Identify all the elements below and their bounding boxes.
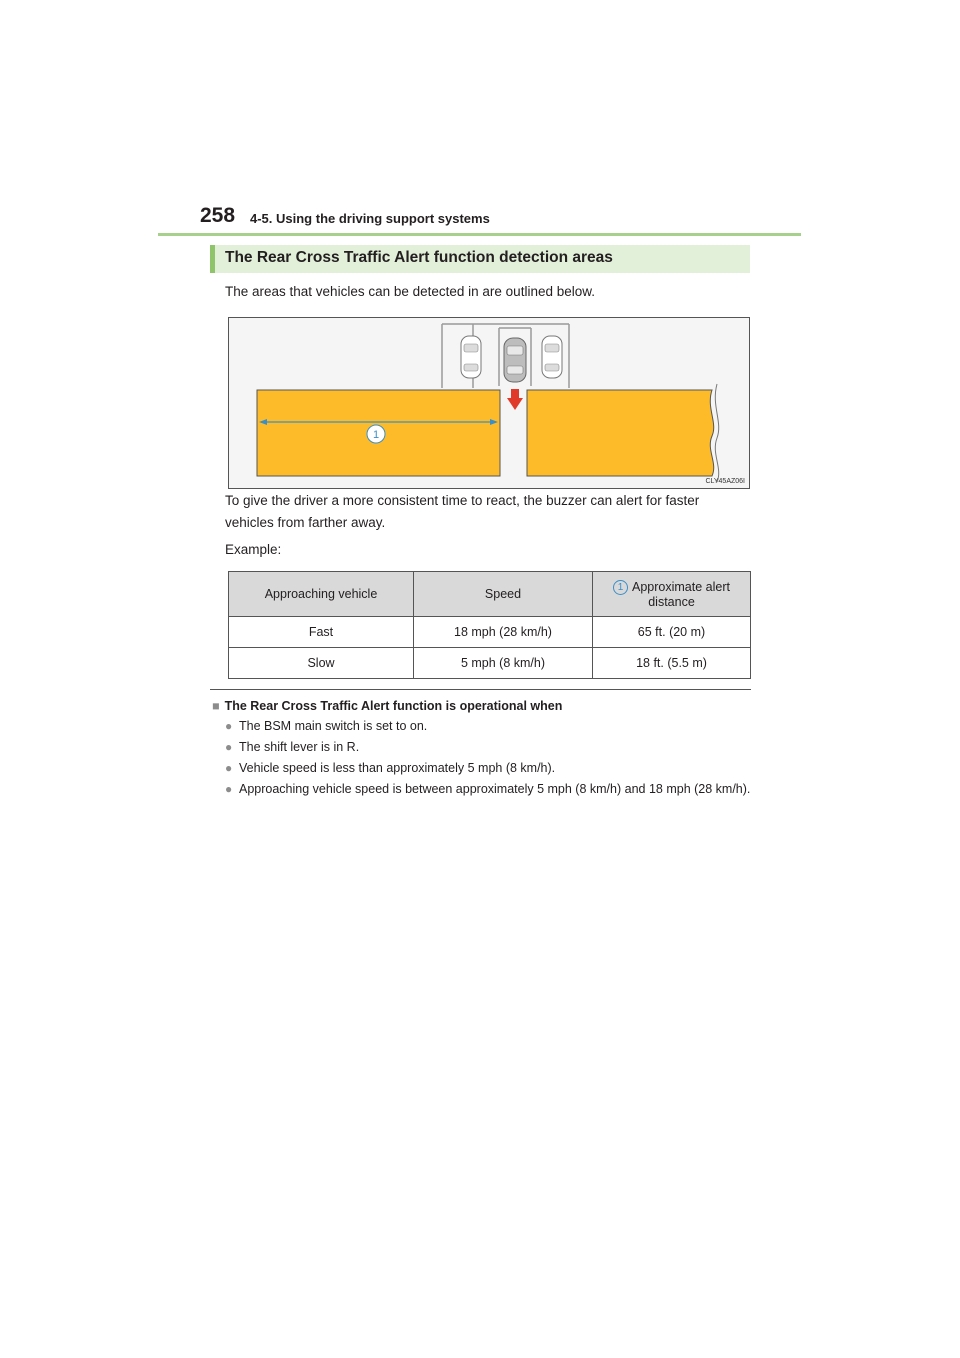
bullet-icon: ● xyxy=(225,782,233,796)
divider xyxy=(210,689,751,690)
detection-area-diagram xyxy=(229,318,749,488)
condition-list xyxy=(225,719,753,803)
reverse-arrow xyxy=(507,389,523,410)
note-heading xyxy=(212,699,562,713)
page-header xyxy=(200,204,800,234)
list-item: ● The BSM main switch is set to on. xyxy=(225,719,428,733)
square-bullet-icon: ■ xyxy=(212,699,220,713)
bullet-icon: ● xyxy=(225,719,233,733)
figure-code: CLY45AZ06I xyxy=(705,478,745,485)
list-item: ● The shift lever is in R. xyxy=(225,740,360,754)
table-header-cell: Approaching vehicle xyxy=(229,572,414,617)
note-title: The Rear Cross Traffic Alert function is operational when xyxy=(224,699,563,713)
table-header-cell xyxy=(593,572,751,617)
section-title: 4-5. Using the driving support systems xyxy=(250,211,490,226)
list-item: ● Approaching vehicle speed is between approximately 5 mph (8 km/h) and 18 mph (28 km/h). xyxy=(225,782,751,796)
body-paragraph: To give the driver a more consistent time to react, the buzzer can alert for faster vehicles from farther away. xyxy=(225,493,700,530)
table-cell: 18 ft. (5.5 m) xyxy=(593,648,751,679)
table-cell: 18 mph (28 km/h) xyxy=(414,617,593,648)
callout-number: 1 xyxy=(613,580,628,595)
section-heading-text: The Rear Cross Traffic Alert function detection areas xyxy=(225,249,613,266)
table-header-cell: Speed xyxy=(414,572,593,617)
header-label: Approximate alert distance xyxy=(632,579,730,609)
intro-text: The areas that vehicles can be detected in are outlined below. xyxy=(225,284,595,299)
table-header-row xyxy=(229,572,751,617)
callout-number: 1 xyxy=(372,429,380,441)
bullet-icon: ● xyxy=(225,761,233,775)
example-label: Example: xyxy=(225,542,282,557)
list-item: ● Vehicle speed is less than approximately 5 mph (8 km/h). xyxy=(225,761,556,775)
bullet-icon: ● xyxy=(225,740,233,754)
detection-zone-right xyxy=(527,390,714,476)
table-cell: 65 ft. (20 m) xyxy=(593,617,751,648)
table-cell: Slow xyxy=(229,648,414,679)
page-number: 258 xyxy=(200,204,236,227)
break-line xyxy=(715,384,718,482)
table-row xyxy=(229,617,751,648)
own-vehicle xyxy=(504,338,526,382)
section-heading xyxy=(210,245,750,273)
detection-area-figure xyxy=(228,317,750,489)
alert-distance-table xyxy=(228,571,751,679)
parked-car-left xyxy=(461,336,481,378)
table-row xyxy=(229,648,751,679)
table-cell: Fast xyxy=(229,617,414,648)
table-cell: 5 mph (8 km/h) xyxy=(414,648,593,679)
header-rule xyxy=(158,233,801,236)
parked-car-right xyxy=(542,336,562,378)
